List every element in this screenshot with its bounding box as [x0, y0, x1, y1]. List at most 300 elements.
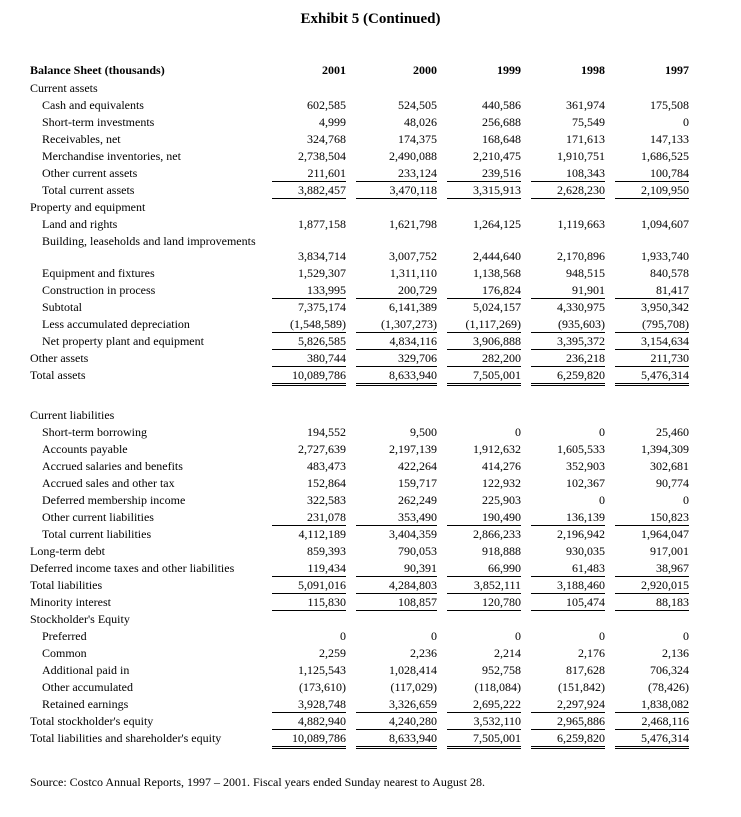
table-row [30, 679, 689, 696]
cell-value: 236,218 [531, 350, 605, 367]
value-cell [346, 730, 437, 750]
value-cell [437, 265, 521, 282]
cell-value: 706,324 [650, 663, 689, 677]
cell-value: 1,838,082 [615, 696, 689, 713]
cell-value: 414,276 [482, 459, 521, 473]
cell-value: 108,857 [356, 594, 437, 611]
value-cell [346, 509, 437, 526]
value-cell [262, 350, 346, 367]
cell-value: 3,326,659 [356, 696, 437, 713]
cell-value: 1,394,309 [641, 442, 689, 456]
value-cell [437, 148, 521, 165]
value-cell [262, 233, 346, 265]
cell-value: 3,404,359 [389, 527, 437, 541]
table-row [30, 645, 689, 662]
cell-value: 1,094,607 [641, 217, 689, 231]
cell-value: 256,688 [482, 115, 521, 129]
table-row [30, 526, 689, 543]
value-cell [437, 696, 521, 713]
value-cell [437, 628, 521, 645]
value-cell [262, 165, 346, 182]
table-row [30, 299, 689, 316]
cell-value: 2,965,886 [531, 713, 605, 730]
cell-value: 168,648 [482, 132, 521, 146]
row-label: Deferred income taxes and other liabilities [30, 561, 235, 575]
row-label: Current liabilities [30, 408, 115, 422]
value-cell [521, 282, 605, 299]
cell-value: 1,621,798 [389, 217, 437, 231]
cell-value: 3,395,372 [531, 333, 605, 350]
cell-value: 7,505,001 [447, 367, 521, 386]
value-cell [605, 367, 689, 387]
value-cell [262, 577, 346, 594]
cell-value: 352,903 [566, 459, 605, 473]
value-cell [605, 233, 689, 265]
value-cell [262, 730, 346, 750]
value-cell [437, 424, 521, 441]
cell-value: 2,727,639 [298, 442, 346, 456]
cell-value: 38,967 [615, 560, 689, 577]
cell-value: 115,830 [272, 594, 346, 611]
table-body [30, 80, 689, 750]
cell-value: 2,444,640 [473, 249, 521, 263]
cell-value: 231,078 [272, 509, 346, 526]
cell-value: 102,367 [566, 476, 605, 490]
row-label: Land and rights [42, 217, 118, 231]
value-cell [605, 216, 689, 233]
table-row [30, 80, 689, 97]
cell-value: (935,603) [531, 316, 605, 333]
cell-value: 322,583 [307, 493, 346, 507]
value-cell [521, 645, 605, 662]
cell-value: 817,628 [566, 663, 605, 677]
value-cell [346, 560, 437, 577]
value-cell [521, 333, 605, 350]
cell-value: 2,196,942 [557, 527, 605, 541]
cell-value: 3,470,118 [356, 182, 437, 199]
value-cell [605, 730, 689, 750]
cell-value: 8,633,940 [356, 367, 437, 386]
value-cell [605, 696, 689, 713]
value-cell [262, 458, 346, 475]
cell-value: 171,613 [566, 132, 605, 146]
cell-value: 2,236 [410, 646, 437, 660]
table-row [30, 407, 689, 424]
table-row [30, 475, 689, 492]
table-row [30, 424, 689, 441]
row-label: Other accumulated [42, 680, 133, 694]
value-cell [605, 492, 689, 509]
value-cell [605, 424, 689, 441]
cell-value: 91,901 [531, 282, 605, 299]
cell-value: 2,109,950 [615, 182, 689, 199]
table-row [30, 611, 689, 628]
value-cell [605, 114, 689, 131]
cell-value: 81,417 [615, 282, 689, 299]
value-cell [437, 492, 521, 509]
value-cell [521, 216, 605, 233]
table-row [30, 696, 689, 713]
value-cell [437, 509, 521, 526]
cell-value: 4,882,940 [272, 713, 346, 730]
cell-value: 859,393 [307, 544, 346, 558]
value-cell [521, 492, 605, 509]
cell-value: (118,084) [474, 680, 521, 694]
value-cell [437, 458, 521, 475]
value-cell [262, 367, 346, 387]
value-cell [346, 282, 437, 299]
value-cell [346, 233, 437, 265]
value-cell [521, 165, 605, 182]
cell-value: 952,758 [482, 663, 521, 677]
cell-value: 7,505,001 [447, 730, 521, 749]
value-cell [521, 526, 605, 543]
value-cell [262, 216, 346, 233]
cell-value: 5,826,585 [272, 333, 346, 350]
cell-value: 88,183 [615, 594, 689, 611]
cell-value: (1,548,589) [272, 316, 346, 333]
value-cell [262, 526, 346, 543]
cell-value: 6,141,389 [389, 300, 437, 314]
value-cell [346, 131, 437, 148]
value-cell [262, 628, 346, 645]
value-cell [605, 543, 689, 560]
value-cell [346, 543, 437, 560]
cell-value: 361,974 [566, 98, 605, 112]
cell-value: 9,500 [410, 425, 437, 439]
table-row [30, 316, 689, 333]
cell-value: 1,529,307 [298, 266, 346, 280]
value-cell [262, 265, 346, 282]
table-row [30, 182, 689, 199]
cell-value: 174,375 [398, 132, 437, 146]
year-header: 2001 [322, 63, 346, 77]
row-label: Current assets [30, 81, 98, 95]
value-cell [346, 216, 437, 233]
value-cell [521, 131, 605, 148]
cell-value: 930,035 [566, 544, 605, 558]
cell-value: 176,824 [447, 282, 521, 299]
balance-sheet-table [30, 62, 689, 750]
cell-value: 211,730 [615, 350, 689, 367]
cell-value: 380,744 [272, 350, 346, 367]
value-cell [262, 662, 346, 679]
value-cell [346, 165, 437, 182]
value-cell [605, 148, 689, 165]
cell-value: 6,259,820 [531, 730, 605, 749]
cell-value: 0 [431, 629, 437, 643]
table-row [30, 114, 689, 131]
value-cell [262, 424, 346, 441]
value-cell [346, 299, 437, 316]
value-cell [437, 662, 521, 679]
value-cell [521, 713, 605, 730]
row-label: Other current assets [42, 166, 138, 180]
value-cell [521, 316, 605, 333]
cell-value: 4,240,280 [356, 713, 437, 730]
table-row [30, 148, 689, 165]
cell-value: 2,259 [319, 646, 346, 660]
table-row [30, 509, 689, 526]
row-label: Total liabilities [30, 578, 103, 592]
value-cell [437, 645, 521, 662]
row-label: Total current liabilities [42, 527, 152, 541]
value-cell [437, 475, 521, 492]
row-label: Minority interest [30, 595, 111, 609]
table-row [30, 577, 689, 594]
value-cell [605, 679, 689, 696]
value-cell [605, 628, 689, 645]
value-cell [521, 475, 605, 492]
cell-value: 4,834,116 [356, 333, 437, 350]
value-cell [521, 628, 605, 645]
value-cell [521, 509, 605, 526]
cell-value: (78,426) [648, 680, 689, 694]
table-row [30, 594, 689, 611]
value-cell [521, 696, 605, 713]
cell-value: 2,136 [662, 646, 689, 660]
cell-value: 3,906,888 [447, 333, 521, 350]
cell-value: 1,028,414 [389, 663, 437, 677]
cell-value: 1,264,125 [473, 217, 521, 231]
row-label: Merchandise inventories, net [42, 149, 181, 163]
value-cell [262, 594, 346, 611]
value-cell [521, 560, 605, 577]
cell-value: 2,214 [494, 646, 521, 660]
cell-value: 4,330,975 [557, 300, 605, 314]
cell-value: (1,307,273) [356, 316, 437, 333]
cell-value: 0 [599, 493, 605, 507]
cell-value: 282,200 [447, 350, 521, 367]
value-cell [521, 233, 605, 265]
value-cell [605, 526, 689, 543]
cell-value: 3,007,752 [389, 249, 437, 263]
value-cell [262, 509, 346, 526]
year-header: 1998 [581, 63, 605, 77]
cell-value: 948,515 [566, 266, 605, 280]
value-cell [521, 594, 605, 611]
table-row [30, 628, 689, 645]
cell-value: 1,910,751 [557, 149, 605, 163]
table-row [30, 441, 689, 458]
value-cell [262, 492, 346, 509]
cell-value: (1,117,269) [447, 316, 521, 333]
table-row [30, 97, 689, 114]
cell-value: 1,877,158 [298, 217, 346, 231]
cell-value: 2,170,896 [557, 249, 605, 263]
value-cell [521, 114, 605, 131]
cell-value: 48,026 [404, 115, 437, 129]
table-row [30, 350, 689, 367]
value-cell [346, 97, 437, 114]
cell-value: 194,552 [307, 425, 346, 439]
table-row [30, 662, 689, 679]
value-cell [521, 441, 605, 458]
value-cell [437, 594, 521, 611]
value-cell [346, 696, 437, 713]
value-cell [521, 543, 605, 560]
cell-value: 66,990 [447, 560, 521, 577]
cell-value: 10,089,786 [272, 730, 346, 749]
value-cell [605, 594, 689, 611]
header-row [30, 62, 689, 79]
cell-value: 1,964,047 [641, 527, 689, 541]
value-cell [605, 713, 689, 730]
value-cell [437, 299, 521, 316]
cell-value: 0 [683, 115, 689, 129]
cell-value: 90,774 [656, 476, 689, 490]
row-label: Total current assets [42, 183, 135, 197]
cell-value: (117,029) [390, 680, 437, 694]
cell-value: 2,490,088 [389, 149, 437, 163]
value-cell [437, 679, 521, 696]
cell-value: 2,628,230 [531, 182, 605, 199]
value-cell [437, 526, 521, 543]
row-label: Accounts payable [42, 442, 128, 456]
table-row [30, 543, 689, 560]
value-cell [262, 441, 346, 458]
row-label: Construction in process [42, 283, 156, 297]
value-cell [521, 662, 605, 679]
value-cell [437, 730, 521, 750]
cell-value: 302,681 [650, 459, 689, 473]
cell-value: 790,053 [398, 544, 437, 558]
value-cell [521, 265, 605, 282]
row-label: Retained earnings [42, 697, 129, 711]
value-cell [262, 131, 346, 148]
cell-value: 175,508 [650, 98, 689, 112]
table-row [30, 165, 689, 182]
value-cell [346, 713, 437, 730]
row-label: Subtotal [42, 300, 83, 314]
value-cell [437, 131, 521, 148]
value-cell [437, 114, 521, 131]
cell-value: 5,091,016 [272, 577, 346, 594]
cell-value: 119,434 [272, 560, 346, 577]
cell-value: 1,686,525 [641, 149, 689, 163]
cell-value: 2,210,475 [473, 149, 521, 163]
cell-value: 0 [515, 629, 521, 643]
table-row [30, 367, 689, 387]
value-cell [437, 165, 521, 182]
cell-value: 5,024,157 [473, 300, 521, 314]
year-header: 1999 [497, 63, 521, 77]
value-cell [437, 216, 521, 233]
value-cell [346, 265, 437, 282]
cell-value: 840,578 [650, 266, 689, 280]
cell-value: (173,610) [299, 680, 346, 694]
value-cell [346, 526, 437, 543]
cell-value: 8,633,940 [356, 730, 437, 749]
value-cell [437, 577, 521, 594]
value-cell [605, 97, 689, 114]
value-cell [346, 458, 437, 475]
cell-value: 329,706 [356, 350, 437, 367]
cell-value: 233,124 [356, 165, 437, 182]
cell-value: 211,601 [272, 165, 346, 182]
value-cell [521, 679, 605, 696]
value-cell [605, 475, 689, 492]
cell-value: 2,176 [578, 646, 605, 660]
row-label: Equipment and fixtures [42, 266, 155, 280]
row-label: Cash and equivalents [42, 98, 144, 112]
value-cell [437, 316, 521, 333]
value-cell [437, 543, 521, 560]
value-cell [262, 696, 346, 713]
cell-value: 2,695,222 [447, 696, 521, 713]
value-cell [346, 577, 437, 594]
value-cell [521, 367, 605, 387]
cell-value: 2,738,504 [298, 149, 346, 163]
value-cell [262, 645, 346, 662]
value-cell [346, 114, 437, 131]
cell-value: 105,474 [531, 594, 605, 611]
cell-value: 75,549 [572, 115, 605, 129]
value-cell [521, 182, 605, 199]
value-cell [521, 577, 605, 594]
value-cell [262, 543, 346, 560]
value-cell [605, 350, 689, 367]
row-label: Short-term borrowing [42, 425, 147, 439]
table-row [30, 560, 689, 577]
value-cell [605, 131, 689, 148]
value-cell [437, 367, 521, 387]
cell-value: 0 [515, 425, 521, 439]
value-cell [605, 577, 689, 594]
value-cell [262, 333, 346, 350]
row-label: Receivables, net [42, 132, 121, 146]
cell-value: 190,490 [447, 509, 521, 526]
cell-value: 4,112,189 [298, 527, 346, 541]
cell-value: 150,823 [615, 509, 689, 526]
cell-value: 262,249 [398, 493, 437, 507]
value-cell [262, 560, 346, 577]
cell-value: 3,928,748 [272, 696, 346, 713]
value-cell [346, 645, 437, 662]
cell-value: 25,460 [656, 425, 689, 439]
cell-value: 1,605,533 [557, 442, 605, 456]
cell-value: 3,154,634 [615, 333, 689, 350]
value-cell [521, 424, 605, 441]
value-cell [605, 182, 689, 199]
value-cell [437, 333, 521, 350]
value-cell [521, 97, 605, 114]
cell-value: (795,708) [615, 316, 689, 333]
value-cell [346, 350, 437, 367]
value-cell [262, 679, 346, 696]
cell-value: 3,882,457 [272, 182, 346, 199]
cell-value: 3,834,714 [298, 249, 346, 263]
value-cell [262, 282, 346, 299]
value-cell [437, 441, 521, 458]
cell-value: 1,311,110 [389, 266, 437, 280]
value-cell [262, 148, 346, 165]
value-cell [605, 441, 689, 458]
value-cell [437, 350, 521, 367]
cell-value: 136,139 [531, 509, 605, 526]
value-cell [437, 233, 521, 265]
cell-value: 0 [683, 493, 689, 507]
cell-value: 0 [683, 629, 689, 643]
row-label: Other assets [30, 351, 89, 365]
table-row [30, 492, 689, 509]
value-cell [521, 299, 605, 316]
value-cell [346, 148, 437, 165]
value-cell [346, 679, 437, 696]
cell-value: 5,476,314 [615, 367, 689, 386]
value-cell [605, 662, 689, 679]
row-label: Total stockholder's equity [30, 714, 154, 728]
